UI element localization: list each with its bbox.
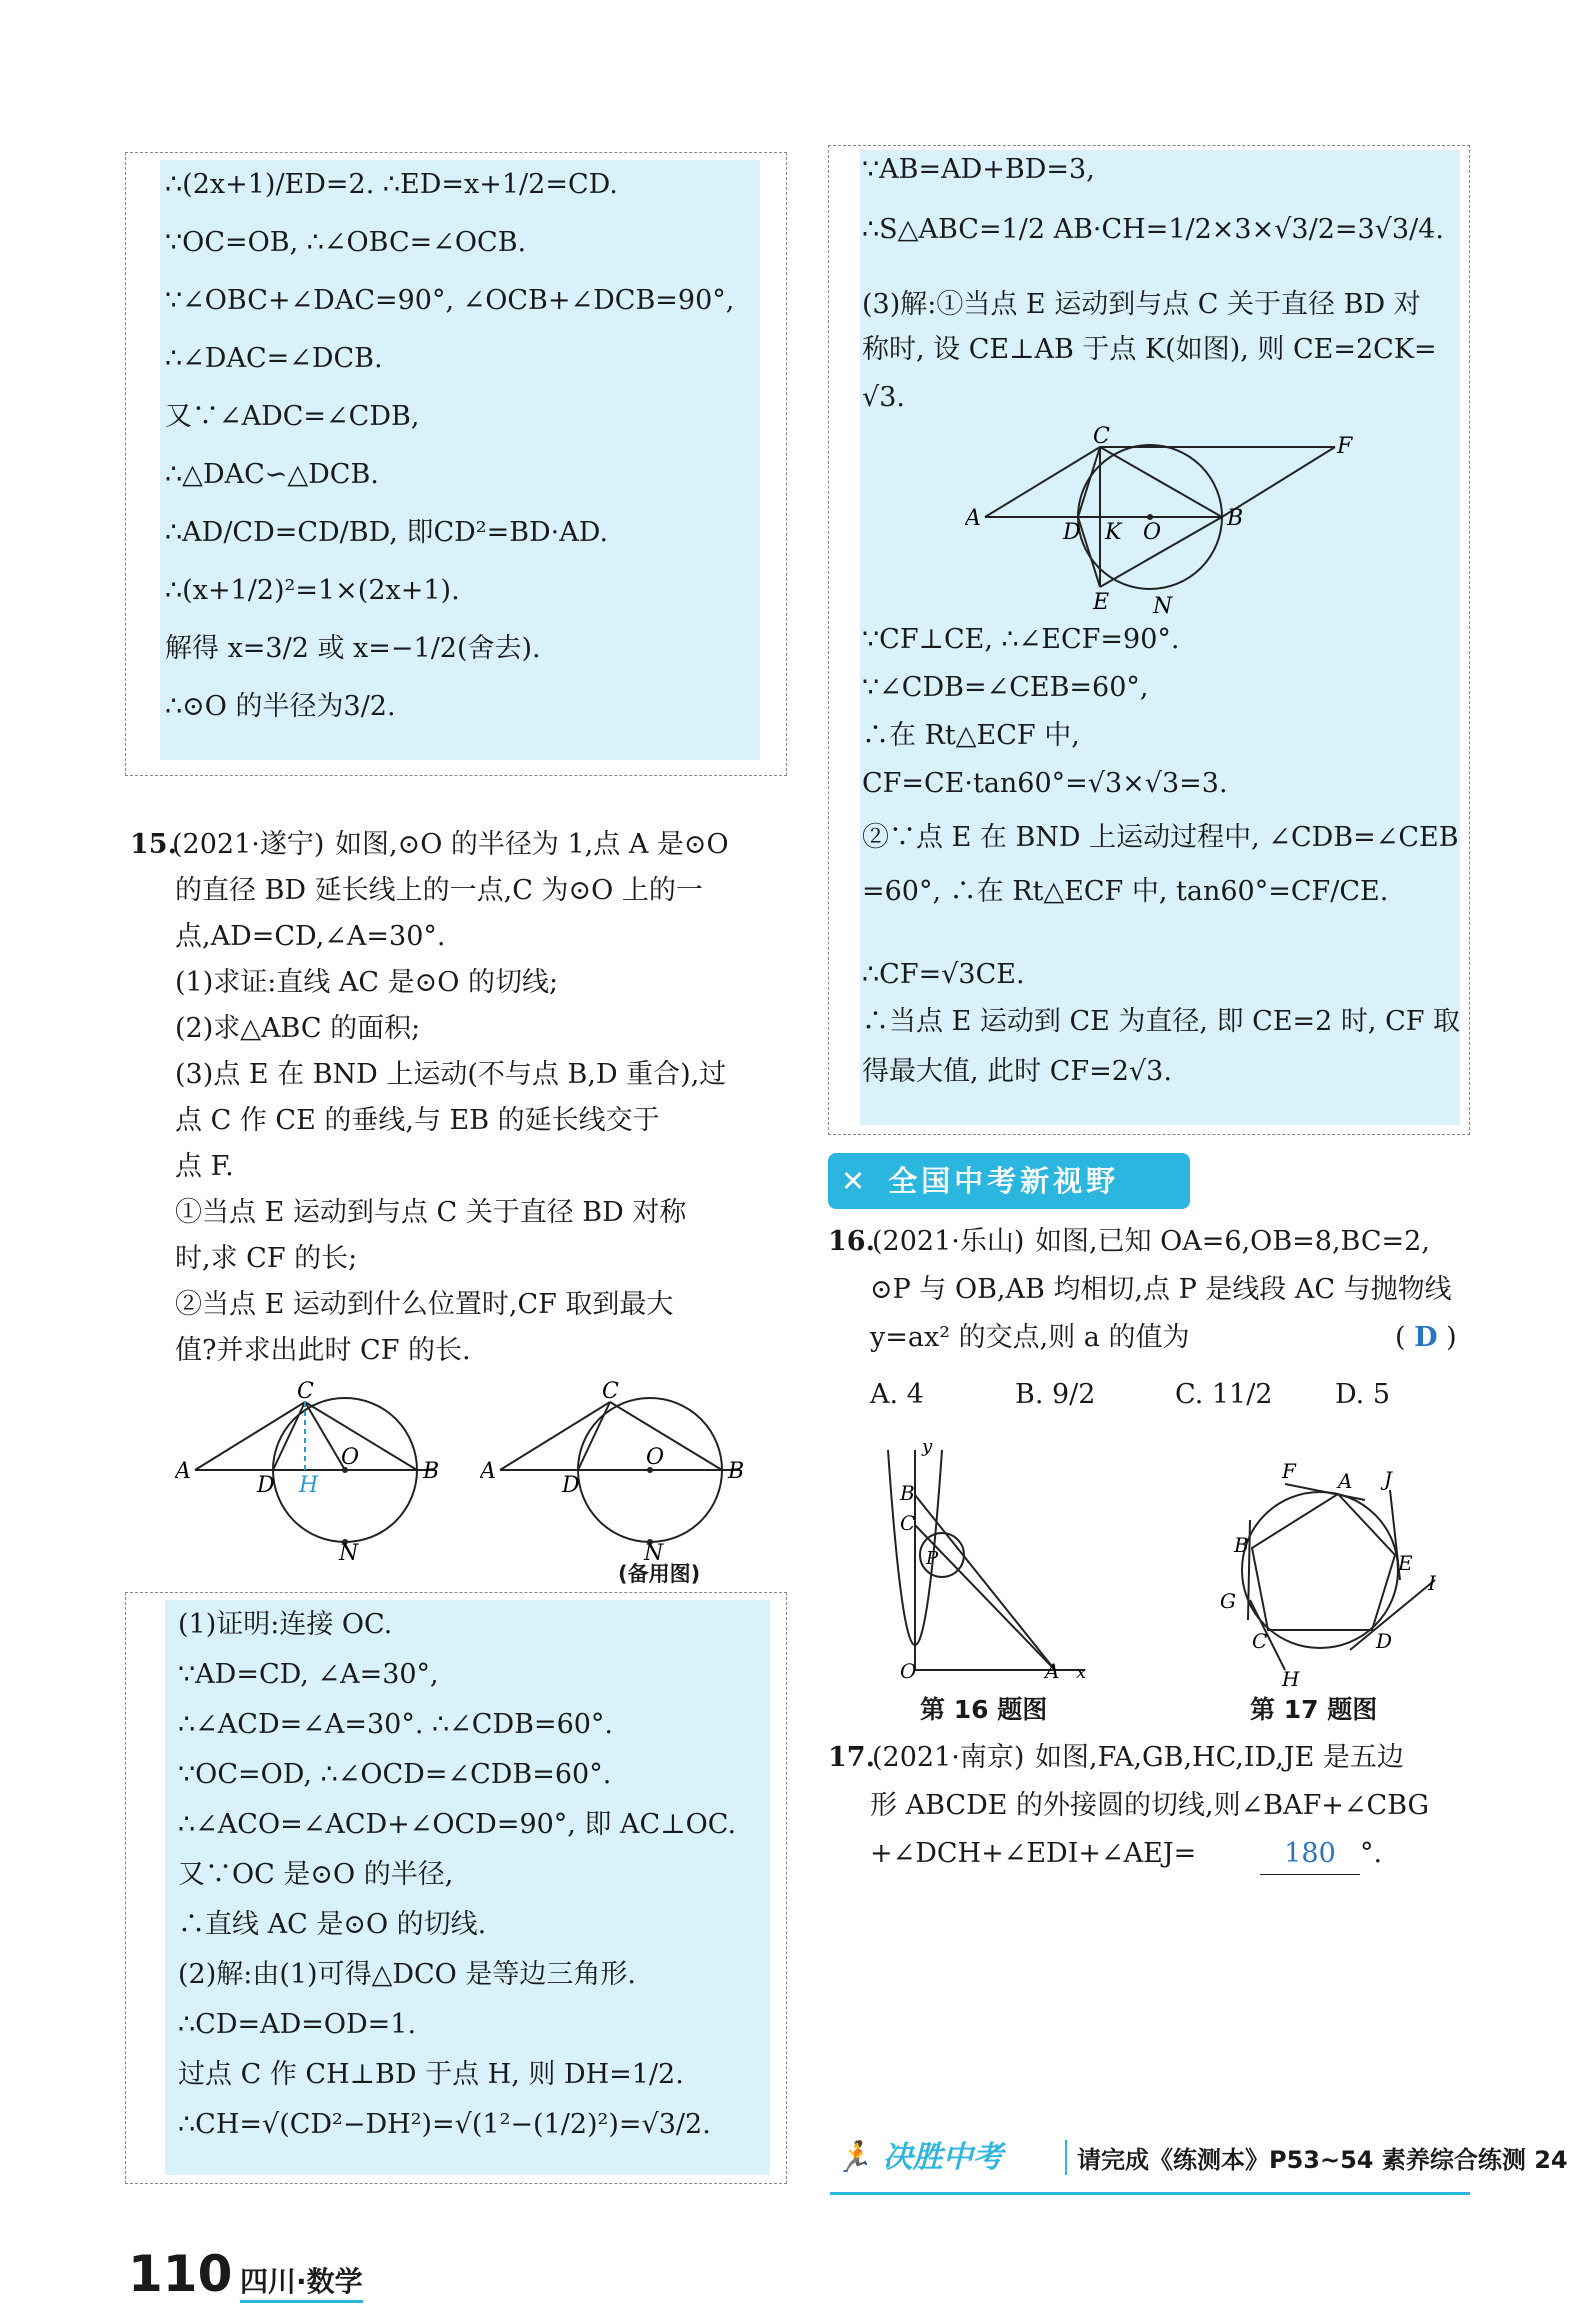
q17-suffix: °. [1360, 1838, 1383, 1869]
q16-label-p: P [926, 1548, 939, 1569]
q15-label-d: D [257, 1473, 275, 1498]
lt-line: ∴∠DAC=∠DCB. [165, 343, 383, 374]
rf-label-d: D [1063, 520, 1081, 545]
q15lines-line: 时,求 CF 的长; [175, 1243, 358, 1274]
lb-line: ∴CH=√(CD²−DH²)=√(1²−(1/2)²)=√3/2. [178, 2109, 711, 2140]
q15b-label-n: N [644, 1541, 664, 1560]
q15b-label-d: D [562, 1473, 580, 1498]
rt-line: ②∵点 E 在 BND 上运动过程中, ∠CDB=∠CEB [862, 822, 1459, 853]
footer-note: 请完成《练测本》P53~54 素养综合练测 24 [1065, 2140, 1568, 2175]
q15lines-line: 点 C 作 CE 的垂线,与 EB 的延长线交于 [175, 1105, 660, 1136]
q17-label-f: F [1282, 1460, 1296, 1483]
q16-label-x: x [1076, 1662, 1087, 1680]
q16-figure [870, 1440, 1100, 1680]
q16-caption: 第 16 题图 [920, 1695, 1048, 1724]
q15-figure-backup [480, 1380, 770, 1560]
lb-line: ∴∠ACO=∠ACD+∠OCD=90°, 即 AC⊥OC. [178, 1809, 737, 1840]
lb-line: ∵AD=CD, ∠A=30°, [178, 1659, 439, 1690]
lt-line: ∴AD/CD=CD/BD, 即CD²=BD·AD. [165, 517, 609, 548]
lb-line: ∴∠ACD=∠A=30°. ∴∠CDB=60°. [178, 1709, 614, 1740]
q15-label-a: A [175, 1459, 191, 1484]
rf-label-e: E [1093, 590, 1110, 615]
section-header-text: 全国中考新视野 [888, 1164, 1120, 1198]
lt-line: ∴(2x+1)/ED=2. ∴ED=x+1/2=CD. [165, 169, 618, 200]
rf-label-o: O [1143, 520, 1162, 545]
q16-answer-bracket: ( D ) [1395, 1322, 1457, 1353]
lb-line: ∴CD=AD=OD=1. [178, 2009, 417, 2040]
section-header [828, 1153, 1190, 1209]
q15lines-line: (1)求证:直线 AC 是⊙O 的切线; [175, 967, 559, 998]
q17-label-i: I [1428, 1571, 1436, 1595]
lb-line: (2)解:由(1)可得△DCO 是等边三角形. [178, 1959, 636, 1990]
q15-label-h: H [299, 1473, 319, 1498]
lt-line: 解得 x=3/2 或 x=−1/2(舍去). [165, 633, 541, 664]
lt-line: ∵OC=OB, ∴∠OBC=∠OCB. [165, 227, 527, 258]
q16-option-c: C. 11/2 [1175, 1379, 1273, 1410]
rt-line: CF=CE·tan60°=√3×√3=3. [862, 768, 1228, 799]
q16lines-line: ⊙P 与 OB,AB 均相切,点 P 是线段 AC 与抛物线 [870, 1274, 1452, 1305]
q17-label-d: D [1376, 1629, 1393, 1653]
q16lines-line: y=ax² 的交点,则 a 的值为 [870, 1322, 1190, 1353]
lt-line: ∵∠OBC+∠DAC=90°, ∠OCB+∠DCB=90°, [165, 285, 735, 316]
q17lines-line: 如图,FA,GB,HC,ID,JE 是五边 [1035, 1742, 1404, 1773]
q17-label-c: C [1252, 1629, 1268, 1653]
q17-number: 17. [828, 1742, 875, 1773]
q15-figure-main [175, 1380, 465, 1560]
rt-line: ∵CF⊥CE, ∴∠ECF=90°. [862, 624, 1180, 655]
q15b-label-b: B [728, 1459, 745, 1484]
q17-source: (2021·南京) [872, 1742, 1025, 1773]
rt-line: √3. [862, 382, 905, 413]
rt-line: ∴S△ABC=1/2 AB·CH=1/2×3×√3/2=3√3/4. [862, 214, 1444, 245]
q17lines-line: 形 ABCDE 的外接圆的切线,则∠BAF+∠CBG [870, 1790, 1430, 1821]
q16-option-b: B. 9/2 [1015, 1379, 1096, 1410]
q17lines-line: +∠DCH+∠EDI+∠AEJ= [870, 1838, 1197, 1869]
q15-source: (2021·遂宁) [172, 829, 325, 860]
lb-line: 又∵OC 是⊙O 的半径, [178, 1859, 454, 1890]
q16-option-d: D. 5 [1335, 1379, 1391, 1410]
q17-label-g: G [1220, 1589, 1236, 1613]
q16-source: (2021·乐山) [872, 1226, 1025, 1257]
q15lines-line: 点,AD=CD,∠A=30°. [175, 921, 446, 952]
q15lines-line: (3)点 E 在 BND 上运动(不与点 B,D 重合),过 [175, 1059, 727, 1090]
q15-label-n: N [339, 1541, 359, 1560]
q17-caption: 第 17 题图 [1250, 1695, 1378, 1724]
rf-label-a: A [965, 506, 981, 531]
lt-line: ∴(x+1/2)²=1×(2x+1). [165, 575, 460, 606]
rf-label-k: K [1105, 520, 1122, 545]
q17-label-h: H [1282, 1667, 1300, 1690]
q16-label-y: y [922, 1440, 933, 1457]
q16-label-b: B [900, 1481, 915, 1505]
q17-label-e: E [1398, 1551, 1413, 1575]
rt-line: 称时, 设 CE⊥AB 于点 K(如图), 则 CE=2CK= [862, 334, 1437, 365]
rt-line: ∵∠CDB=∠CEB=60°, [862, 672, 1149, 703]
brand-text: 决胜中考 [882, 2140, 1003, 2175]
q15lines-line: (2)求△ABC 的面积; [175, 1013, 421, 1044]
rf-label-n: N [1153, 594, 1173, 619]
q15b-label-a: A [480, 1459, 496, 1484]
q15lines-line: 如图,⊙O 的半径为 1,点 A 是⊙O [335, 829, 729, 860]
footer-rule [830, 2192, 1470, 2195]
lt-line: ∴△DAC∽△DCB. [165, 459, 379, 490]
rt-line: =60°, ∴在 Rt△ECF 中, tan60°=CF/CE. [862, 876, 1389, 907]
q16-option-a: A. 4 [870, 1379, 924, 1410]
brand-logo [835, 2132, 1003, 2176]
runner-icon: 🏃 [835, 2140, 873, 2175]
rt-line: ∴在 Rt△ECF 中, [862, 720, 1080, 751]
rt-line: ∴CF=√3CE. [862, 959, 1025, 990]
q15-backup-caption: (备用图) [618, 1562, 701, 1586]
q15lines-line: 值?并求出此时 CF 的长. [175, 1335, 471, 1366]
rt-line: ∵AB=AD+BD=3, [862, 154, 1095, 185]
section-header-icon: ✕ [840, 1164, 866, 1198]
subject-label: 四川·数学 [240, 2260, 363, 2303]
q17-answer-blank [1260, 1834, 1382, 1875]
q15lines-line: 点 F. [175, 1151, 234, 1182]
lb-line: ∴直线 AC 是⊙O 的切线. [178, 1909, 487, 1940]
q15lines-line: 的直径 BD 延长线上的一点,C 为⊙O 上的一 [175, 875, 703, 906]
right-solution-figure [965, 425, 1365, 625]
q15-number: 15. [130, 829, 177, 860]
q17-label-a: A [1338, 1469, 1353, 1493]
q15-label-b: B [423, 1459, 440, 1484]
rt-line: ∴当点 E 运动到 CE 为直径, 即 CE=2 时, CF 取 [862, 1006, 1461, 1037]
q15b-label-c: C [602, 1380, 619, 1404]
lt-line: ∴⊙O 的半径为3/2. [165, 691, 396, 722]
q16-answer: D [1414, 1322, 1438, 1353]
q15lines-line: ②当点 E 运动到什么位置时,CF 取到最大 [175, 1289, 674, 1320]
rf-label-c: C [1093, 425, 1110, 449]
q16-number: 16. [828, 1226, 875, 1257]
q17-figure [1190, 1460, 1450, 1690]
q16-label-a: A [1045, 1659, 1060, 1680]
lb-line: (1)证明:连接 OC. [178, 1609, 393, 1640]
q17-answer: 180 [1260, 1834, 1360, 1875]
q15lines-line: ①当点 E 运动到与点 C 关于直径 BD 对称 [175, 1197, 687, 1228]
q15b-label-o: O [646, 1445, 665, 1470]
lb-line: ∵OC=OD, ∴∠OCD=∠CDB=60°. [178, 1759, 612, 1790]
lb-line: 过点 C 作 CH⊥BD 于点 H, 则 DH=1/2. [178, 2059, 684, 2090]
q15-label-c: C [297, 1380, 314, 1404]
rf-label-b: B [1227, 506, 1244, 531]
q15-label-o: O [341, 1445, 360, 1470]
lt-line: 又∵∠ADC=∠CDB, [165, 401, 420, 432]
rt-line: 得最大值, 此时 CF=2√3. [862, 1056, 1172, 1087]
rt-line: (3)解:①当点 E 运动到与点 C 关于直径 BD 对 [862, 289, 1421, 320]
page-number: 110 [128, 2245, 233, 2303]
q17-label-b: B [1234, 1533, 1249, 1557]
q16lines-line: 如图,已知 OA=6,OB=8,BC=2, [1035, 1226, 1430, 1257]
q17-label-j: J [1384, 1467, 1393, 1491]
q16-label-o: O [900, 1659, 917, 1680]
rf-label-f: F [1337, 434, 1353, 459]
q16-label-c: C [900, 1511, 916, 1535]
